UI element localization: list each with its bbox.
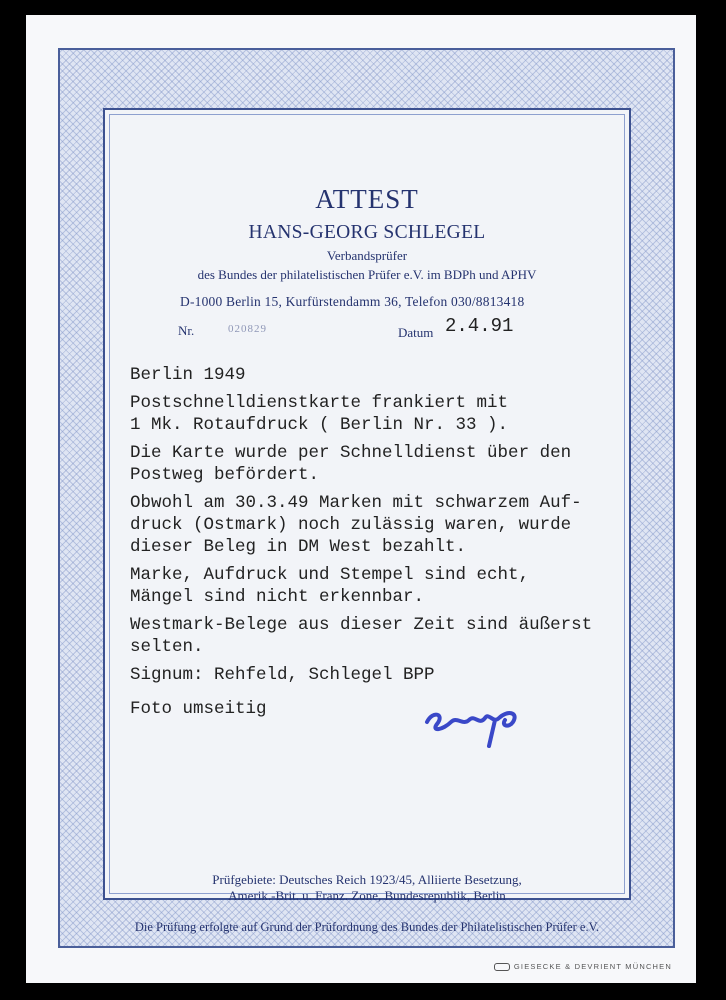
handwritten-signature	[423, 700, 533, 755]
examiner-association: des Bundes der philatelistischen Prüfer e.V. im BDPh und APHV	[197, 267, 537, 282]
datum-label: Datum	[398, 325, 434, 340]
paragraph-rarity	[130, 614, 592, 658]
body-line: Berlin 1949	[130, 365, 246, 385]
examiner-role: Verbandsprüfer	[326, 248, 408, 263]
paragraph-stamp-issue	[130, 364, 592, 386]
body-line: dieser Beleg in DM West bezahlt.	[130, 537, 467, 557]
certificate-title: ATTEST	[315, 184, 419, 214]
body-line: Obwohl am 30.3.49 Marken mit schwarzem Auf-	[130, 493, 582, 513]
body-line: Westmark-Belege aus dieser Zeit sind äußerst	[130, 615, 593, 635]
body-line: Mängel sind nicht erkennbar.	[130, 587, 425, 607]
paragraph-authenticity	[130, 564, 592, 608]
guilloche-border	[58, 48, 675, 948]
certificate-sheet	[26, 15, 696, 983]
paragraph-item	[130, 392, 592, 436]
paragraph-transport	[130, 442, 592, 486]
footer-scope-line1: Prüfgebiete: Deutsches Reich 1923/45, Alliierte Besetzung,	[212, 872, 522, 887]
certificate-body	[130, 364, 592, 726]
certificate-panel	[103, 108, 631, 934]
datum-value: 2.4.91	[445, 315, 514, 337]
printer-logo-icon	[494, 963, 510, 971]
examiner-name: HANS-GEORG SCHLEGEL	[248, 222, 486, 243]
footer-scope-line2: Amerik.-Brit. u. Franz. Zone, Bundesrepublik, Berlin	[228, 888, 506, 903]
nr-value: 020829	[228, 323, 267, 335]
body-line: Marke, Aufdruck und Stempel sind echt,	[130, 565, 530, 585]
nr-label: Nr.	[178, 323, 195, 338]
body-line: 1 Mk. Rotaufdruck ( Berlin Nr. 33 ).	[130, 415, 509, 435]
paragraph-currency	[130, 492, 592, 558]
body-line: druck (Ostmark) noch zulässig waren, wurde	[130, 515, 572, 535]
body-line: Foto umseitig	[130, 699, 267, 719]
footer-regulation: Die Prüfung erfolgte auf Grund der Prüfordnung des Bundes der Philatelistischen Prüfer e.V.	[134, 920, 600, 934]
examiner-address: D-1000 Berlin 15, Kurfürstendamm 36, Telefon 030/8813418	[180, 294, 525, 309]
printer-name: GIESECKE & DEVRIENT MÜNCHEN	[513, 962, 672, 971]
paragraph-signum	[130, 664, 592, 686]
body-line: Postweg befördert.	[130, 465, 320, 485]
body-line: Postschnelldienstkarte frankiert mit	[130, 393, 509, 413]
body-line: selten.	[130, 637, 204, 657]
body-line: Die Karte wurde per Schnelldienst über den	[130, 443, 572, 463]
printer-imprint	[494, 962, 672, 971]
body-line: Signum: Rehfeld, Schlegel BPP	[130, 665, 435, 685]
